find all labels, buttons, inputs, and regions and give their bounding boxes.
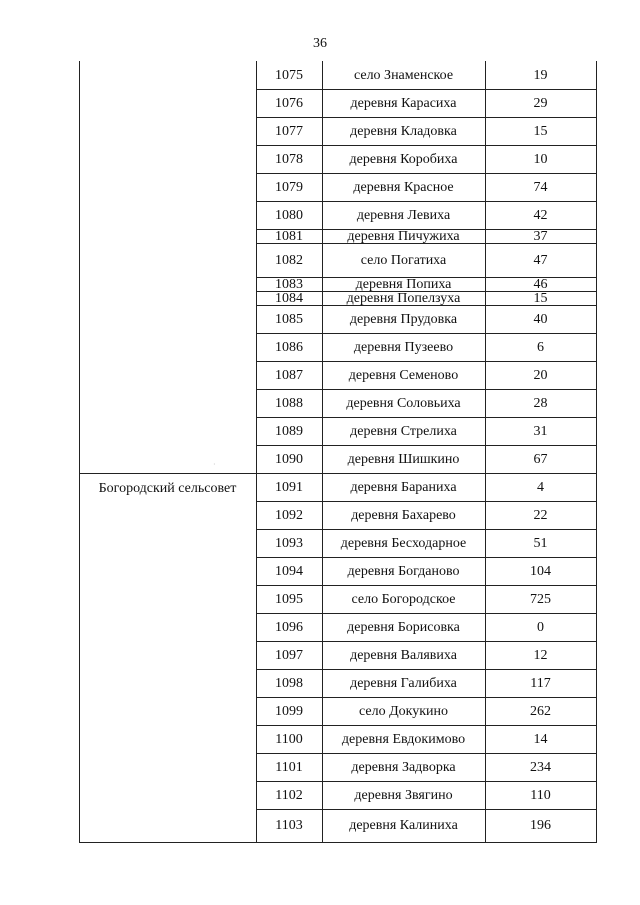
settlement-number: 1103 — [275, 818, 303, 833]
district-name: Богородский сельсовет — [98, 481, 237, 496]
settlement-name: деревня Красное — [353, 179, 454, 195]
settlement-number: 1085 — [275, 311, 303, 327]
settlement-number: 1083 — [275, 276, 303, 292]
settlement-name: деревня Кладовка — [350, 123, 457, 139]
settlement-name: деревня Борисовка — [347, 619, 460, 635]
settlement-number: 1084 — [275, 290, 303, 306]
settlement-name: село Богородское — [351, 591, 456, 607]
settlement-name: деревня Бесходарное — [340, 535, 467, 551]
settlement-number: 1076 — [275, 95, 303, 111]
settlement-number: 1100 — [275, 731, 303, 747]
settlement-number: 1086 — [275, 339, 303, 355]
settlement-name: деревня Пичужиха — [347, 228, 460, 244]
settlement-number: 1098 — [275, 675, 303, 691]
settlement-name: деревня Евдокимово — [341, 731, 466, 747]
settlement-number: 1092 — [275, 507, 303, 523]
settlement-value: 4 — [537, 479, 544, 495]
settlement-name: деревня Прудовка — [349, 311, 458, 327]
settlement-value: 0 — [537, 619, 544, 635]
settlement-name: деревня Стрелиха — [350, 423, 457, 439]
settlement-value: 74 — [533, 179, 548, 195]
settlement-value: 40 — [533, 311, 548, 327]
settlement-value: 725 — [530, 591, 551, 607]
settlement-number: 1096 — [275, 619, 303, 635]
settlement-value: 14 — [533, 731, 548, 747]
settlement-value: 28 — [533, 395, 548, 411]
settlement-value: 22 — [533, 507, 548, 523]
settlement-number: 1102 — [275, 787, 303, 803]
settlement-value: 67 — [533, 451, 548, 467]
settlement-table — [79, 61, 597, 843]
scan-mark: · — [213, 460, 216, 469]
settlement-number: 1095 — [275, 591, 303, 607]
settlement-name: деревня Звягино — [354, 787, 453, 803]
settlement-name: деревня Попиха — [355, 276, 452, 292]
page-number: 36 — [313, 36, 327, 51]
settlement-name: деревня Левиха — [356, 207, 451, 223]
settlement-value: 37 — [533, 228, 548, 244]
settlement-number: 1093 — [275, 535, 303, 551]
settlement-name: деревня Богданово — [347, 563, 460, 579]
settlement-number: 1080 — [275, 207, 303, 223]
settlement-value: 20 — [533, 367, 548, 383]
settlement-value: 51 — [533, 535, 548, 551]
settlement-value: 117 — [530, 675, 551, 691]
settlement-name: село Знаменское — [353, 67, 454, 83]
settlement-name: деревня Задворка — [351, 759, 456, 775]
settlement-name: деревня Семеново — [348, 367, 459, 383]
settlement-number: 1087 — [275, 367, 303, 383]
settlement-number: 1082 — [275, 252, 303, 268]
settlement-value: 10 — [533, 151, 548, 167]
settlement-number: 1089 — [275, 423, 303, 439]
district-divider — [79, 473, 256, 474]
settlement-value: 110 — [530, 787, 551, 803]
settlement-name: деревня Соловьиха — [346, 395, 461, 411]
settlement-name: село Докукино — [358, 703, 449, 719]
settlement-name: деревня Коробиха — [349, 151, 458, 167]
settlement-name: деревня Пузеево — [353, 339, 454, 355]
settlement-name: деревня Попелзуха — [346, 290, 461, 306]
settlement-number: 1101 — [275, 759, 303, 775]
settlement-name: деревня Калиниха — [349, 818, 458, 833]
settlement-number: 1077 — [275, 123, 303, 139]
settlement-number: 1090 — [275, 451, 303, 467]
settlement-number: 1078 — [275, 151, 303, 167]
table-bottom-border — [79, 842, 597, 843]
settlement-value: 15 — [533, 290, 548, 306]
settlement-name: село Погатиха — [360, 252, 447, 268]
settlement-number: 1094 — [275, 563, 303, 579]
settlement-value: 104 — [530, 563, 551, 579]
settlement-name: деревня Галибиха — [350, 675, 457, 691]
settlement-value: 262 — [530, 703, 551, 719]
settlement-value: 29 — [533, 95, 548, 111]
settlement-number: 1097 — [275, 647, 303, 663]
settlement-name: деревня Карасиха — [350, 95, 457, 111]
settlement-value: 42 — [533, 207, 548, 223]
settlement-name: деревня Валявиха — [350, 647, 457, 663]
settlement-value: 19 — [533, 67, 548, 83]
settlement-value: 12 — [533, 647, 548, 663]
settlement-number: 1075 — [275, 67, 303, 83]
settlement-value: 196 — [530, 818, 551, 833]
settlement-number: 1079 — [275, 179, 303, 195]
table-border-left — [79, 61, 80, 843]
settlement-value: 47 — [533, 252, 548, 268]
settlement-number: 1099 — [275, 703, 303, 719]
settlement-value: 15 — [533, 123, 548, 139]
settlement-number: 1081 — [275, 228, 303, 244]
settlement-name: деревня Бахарево — [351, 507, 456, 523]
settlement-number: 1091 — [275, 479, 303, 495]
settlement-name: деревня Бараниха — [350, 479, 457, 495]
settlement-value: 46 — [533, 276, 548, 292]
settlement-name: деревня Шишкино — [347, 451, 460, 467]
settlement-value: 234 — [530, 759, 551, 775]
settlement-value: 31 — [533, 423, 548, 439]
settlement-number: 1088 — [275, 395, 303, 411]
settlement-value: 6 — [537, 339, 544, 355]
